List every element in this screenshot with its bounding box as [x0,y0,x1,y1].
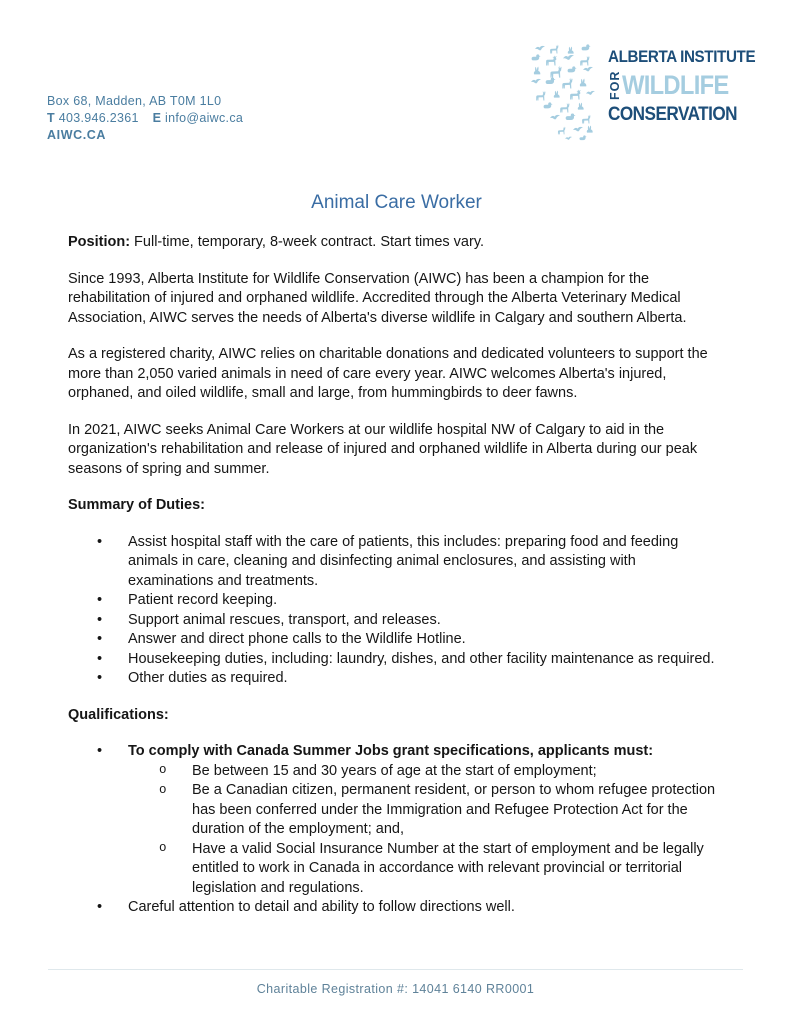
qualifications-sublist [128,762,725,899]
body-paragraph: As a registered charity, AIWC relies on charitable donations and dedicated volunteers to support the more than 2,050 varied animals in need of care every year. AIWC welcomes Alberta's injured, orphaned, and oiled wildlife, small and large, from hummingbirds to deer fawns. [68,346,708,401]
list-item: • Assist hospital staff with the care of patients, this includes: preparing food and feeding animals in care, cleaning and disinfecting animal enclosures, and assisting with examinations and treatments. [68,533,725,592]
aiwc-logo [523,44,756,144]
website-url: AIWC.CA [47,128,107,142]
sub-list-item: o Have a valid Social Insurance Number at the start of employment and be legally entitled to work in Canada in accordance with relevant provincial or territorial legislation and regulations. [128,840,725,899]
contact-phone-email [47,110,243,127]
logo-word-conservation: CONSERVATION [608,103,738,125]
logo-wordmark [608,44,756,125]
document-body [68,190,725,935]
qualifications-lead-item: To comply with Canada Summer Jobs grant specifications, applicants must: [128,743,654,759]
summary-heading: Summary of Duties: [68,497,205,513]
position-line [68,233,725,253]
list-item: • Careful attention to detail and ability to follow directions well. [68,898,725,918]
list-item: • Answer and direct phone calls to the Wildlife Hotline. [68,630,725,650]
qualifications-list [68,742,725,918]
sub-list-item: o Be between 15 and 30 years of age at the start of employment; [128,762,725,782]
list-item [68,742,725,898]
list-item: • Support animal rescues, transport, and releases. [68,611,725,631]
position-label: Position: [68,234,131,250]
email-address: info@aiwc.ca [165,111,244,125]
list-item: • Housekeeping duties, including: laundry, dishes, and other facility maintenance as required. [68,650,725,670]
sub-list-item: o Be a Canadian citizen, permanent resident, or person to whom refugee protection has been conferred under the Immigration and Refugee Protection Act for the duration of the employment; and, [128,781,725,840]
qualifications-heading: Qualifications: [68,706,169,723]
logo-line-alberta-institute: ALBERTA INSTITUTE [608,48,756,66]
logo-word-wildlife: WILDLIFE [622,70,729,100]
charitable-registration-text: Charitable Registration #: 14041 6140 RR0001 [256,982,535,996]
summary-list [68,533,725,689]
list-item: • Patient record keeping. [68,591,725,611]
page-title: Animal Care Worker [311,192,482,213]
email-label: E [152,111,162,125]
body-paragraph: In 2021, AIWC seeks Animal Care Workers at our wildlife hospital NW of Calgary to aid in the organization's rehabilitation and release of injured and orphaned wildlife in Alberta during our peak seasons of spring and summer. [68,421,698,477]
logo-word-for: FOR [608,70,622,100]
alberta-animal-mosaic-icon [523,44,601,144]
position-text: Full-time, temporary, 8-week contract. Start times vary. [130,234,485,250]
phone-label: T [47,111,55,125]
page-footer [48,969,743,996]
contact-address: Box 68, Madden, AB T0M 1L0 [47,94,222,108]
phone-number: 403.946.2361 [58,111,139,125]
body-paragraph: Since 1993, Alberta Institute for Wildlife Conservation (AIWC) has been a champion for the rehabilitation of injured and orphaned wildlife. Accredited through the Alberta Veterinary Medical Association, AIWC serves the needs of Alberta's diverse wildlife in Calgary and southern Alberta. [68,270,687,326]
list-item: • Other duties as required. [68,669,725,689]
contact-block [47,93,243,144]
